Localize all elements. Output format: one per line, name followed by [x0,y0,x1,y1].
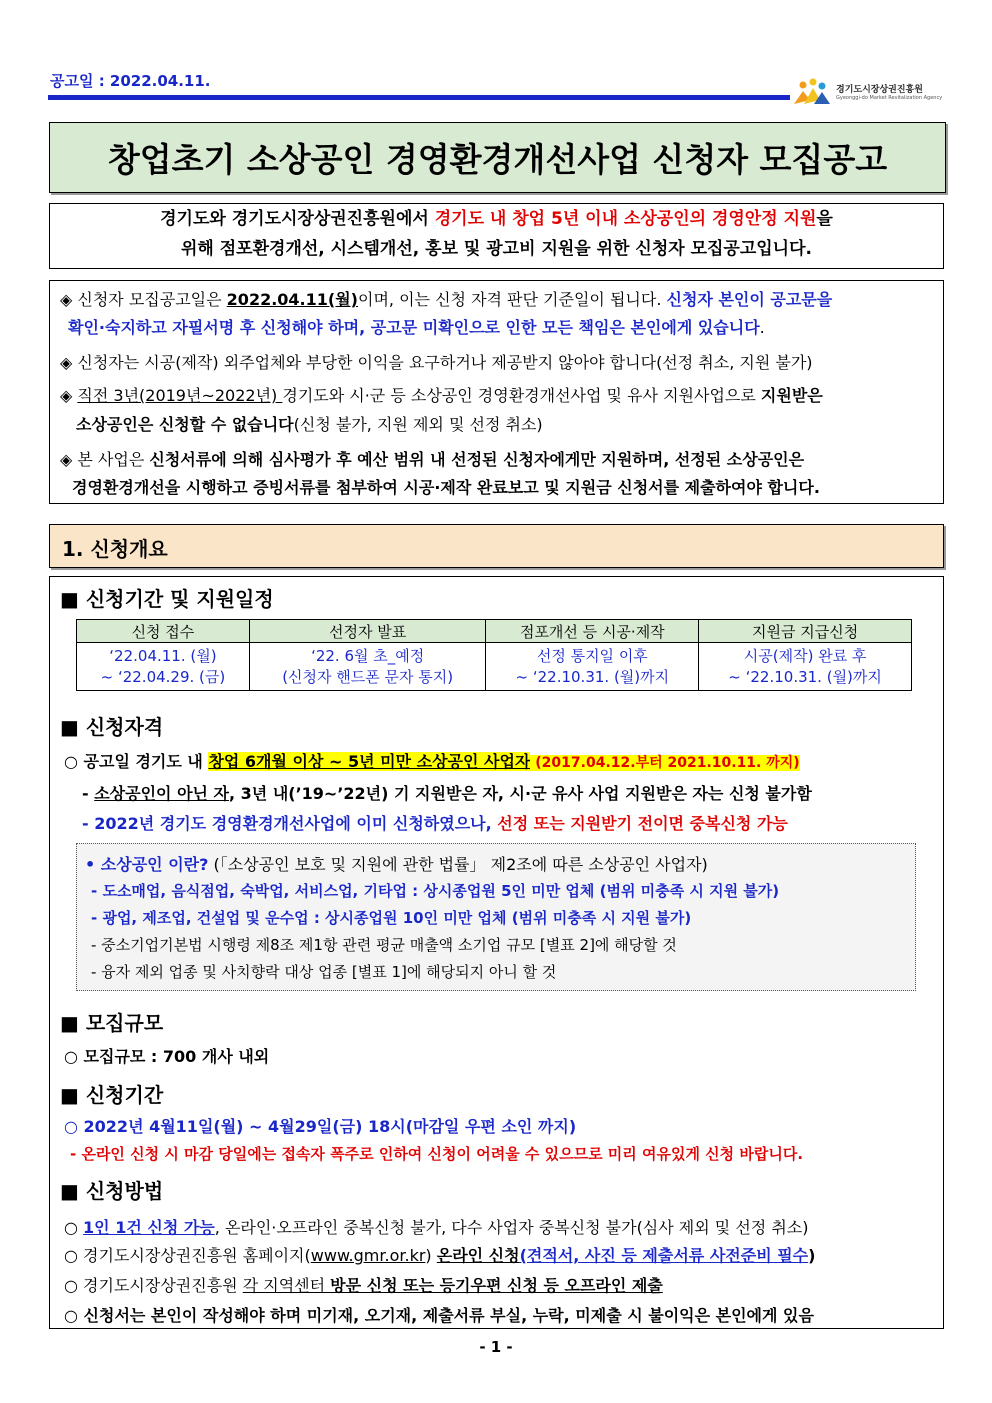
logo-icon [792,78,832,106]
logo-subtitle: Gyeonggi-do Market Revitalization Agency [836,95,943,101]
method-text: ) [808,1246,816,1265]
eligibility-line-1 [64,749,800,772]
announcement-date: 공고일 : 2022.04.11. [50,72,211,90]
method-emphasis: 온라인 신청 [436,1246,520,1265]
table-cell [486,643,699,691]
definition-item: - 도소매업, 음식점업, 숙박업, 서비스업, 기타업 : 상시종업원 5인 미만 업체 (범위 미충족 시 지원 불가) [91,882,780,900]
method-emphasis: 방문 신청 또는 등기우편 신청 등 오프라인 제출 [330,1276,663,1295]
definition-item: - 광업, 제조업, 건설업 및 운수업 : 상시종업원 10인 미만 업체 (범위 미충족 시 지원 불가) [91,909,692,927]
definition-law: (「소상공인 보호 및 지원에 관한 법률」 제2조에 따른 소상공인 사업자) [208,855,708,874]
scale-line: ○ 모집규모 : 700 개사 내외 [64,1047,270,1066]
intro-box [49,203,944,269]
notice-box [49,280,944,504]
intro-line-2: 위해 점포환경개선, 시스템개선, 홍보 및 광고비 지원을 위한 신청자 모집공고입니다. [181,239,812,259]
table-header: 신청 접수 [77,620,250,643]
agency-logo [792,78,952,108]
definition-item: - 융자 제외 업종 및 사치향락 대상 업종 [별표 1]에 해당되지 아니 할 것 [91,963,557,981]
notice-text: ◈ 신청자 모집공고일은 [60,290,227,309]
period-line: ○ 2022년 4월11일(월) ~ 4월29일(금) 18시(마감일 우편 소인 까지) [64,1117,577,1136]
period-warning: - 온라인 신청 시 마감 당일에는 접속자 폭주로 인하여 신청이 어려울 수 있으므로 미리 여유있게 신청 바랍니다. [70,1145,804,1163]
eligibility-underline: 소상공인이 아닌 자 [94,784,230,803]
method-documents: (견적서, 사진 등 제출서류 사전준비 필수 [519,1246,809,1265]
eligibility-highlight: 창업 6개월 이상 ~ 5년 미만 소상공인 사업자 [208,752,531,771]
eligibility-text: , 3년 내(’19~’22년) 기 지원받은 자, 시·군 유사 사업 지원받은 자는 신청 불가함 [229,784,812,803]
eligibility-text: - [82,784,95,803]
notice-4-line-1 [60,446,935,474]
method-text: , 온라인·오프라인 중복신청 불가, 다수 사업자 중복신청 불가(심사 제외 및 선정 취소) [214,1218,809,1237]
method-emphasis: 1인 1건 신청 가능 [83,1218,215,1237]
intro-text: 경기도와 경기도시장상권진흥원에서 [160,209,435,229]
definition-title [85,852,708,875]
scale-heading: ■ 모집규모 [60,1011,164,1035]
eligibility-line-2 [82,781,812,804]
method-text: ○ [64,1218,84,1237]
eligibility-heading: ■ 신청자격 [60,715,164,739]
notice-emphasis: 지원받은 [760,386,823,405]
header-divider [48,95,790,100]
cell-line: ~ ‘22.04.29. (금) [100,667,226,686]
intro-highlight: 경기도 내 창업 5년 이내 소상공인의 경영안정 지원 [434,209,817,229]
notice-date: 2022.04.11(월) [226,290,358,309]
notice-1-line-1 [60,286,935,314]
table-cell [699,643,912,691]
period-heading: ■ 신청기간 [60,1083,164,1107]
notice-emphasis: 신청자 본인이 공고문을 [666,290,833,309]
schedule-table [76,619,912,691]
cell-line: 선정 통지일 이후 [536,646,648,665]
notice-4-line-2: 경영환경개선을 시행하고 증빙서류를 첨부하여 시공·제작 완료보고 및 지원금 신청서를 제출하여야 합니다. [72,478,820,497]
notice-text: 경기도와 시·군 등 소상공인 경영환경개선사업 및 유사 지원사업으로 [282,386,761,405]
method-line-1 [64,1215,809,1238]
notice-emphasis: 소상공인은 신청할 수 없습니다 [76,415,294,434]
notice-text: (신청 불가, 지원 제외 및 선정 취소) [293,415,543,434]
notice-text: 이며, 이는 신청 자격 판단 기준일이 됩니다. [357,290,667,309]
notice-emphasis: 신청서류에 의해 심사평가 후 예산 범위 내 선정된 신청자에게만 지원하며, 선정된 소상공인은 [149,450,805,469]
eligibility-text: - 2022년 경기도 경영환경개선사업에 이미 신청하였으나, [82,814,498,833]
method-text: ○ 경기도시장상권진흥원 [64,1276,243,1295]
notice-text: . [759,318,765,337]
notice-emphasis: 확인·숙지하고 자필서명 후 신청해야 하며, 공고문 미확인으로 인한 모든 책임은 본인에게 있습니다 [68,318,760,337]
table-header: 지원금 지급신청 [699,620,912,643]
logo-name: 경기도시장상권진흥원 [836,85,923,95]
eligibility-dates: (2017.04.12.부터 2021.10.11. 까지) [530,755,800,771]
notice-1-line-2 [68,314,943,342]
method-text: ○ 경기도시장상권진흥원 홈페이지( [64,1246,311,1265]
homepage-link[interactable]: www.gmr.or.kr [310,1246,426,1265]
definition-term: • 소상공인 이란? [85,855,209,874]
eligibility-emphasis: 선정 또는 지원받기 전이면 중복신청 가능 [497,814,788,833]
table-cell [77,643,250,691]
method-line-2 [64,1243,815,1266]
page-title: 창업초기 소상공인 경영환경개선사업 신청자 모집공고 [107,140,888,179]
notice-3-line-2 [76,411,951,439]
table-header: 선정자 발표 [249,620,486,643]
notice-text: ◈ [60,386,78,405]
eligibility-line-3 [82,811,788,834]
method-line-3 [64,1273,663,1296]
cell-line: 시공(제작) 완료 후 [743,646,867,665]
cell-line: ~ ‘22.10.31. (월)까지 [515,667,670,686]
intro-line-1 [50,204,943,234]
table-header: 점포개선 등 시공·제작 [486,620,699,643]
cell-line: ‘22.04.11. (월) [109,646,217,665]
intro-text-end: 을 [816,209,833,229]
overview-box [49,576,944,1329]
notice-2: ◈ 신청자는 시공(제작) 외주업체와 부당한 이익을 요구하거나 제공받지 않아야 합니다(선정 취소, 지원 불가) [60,353,813,372]
eligibility-text: ○ 공고일 경기도 내 [64,752,209,771]
notice-text: ◈ 본 사업은 [60,450,150,469]
section-1-header [49,524,944,568]
table-cell [249,643,486,691]
cell-line: (신청자 핸드폰 문자 통지) [282,667,454,686]
method-heading: ■ 신청방법 [60,1179,164,1203]
notice-3-line-1 [60,382,935,410]
section-1-title: 1. 신청개요 [62,537,168,561]
method-text: ) [425,1246,437,1265]
definition-box [76,843,916,991]
cell-line: ~ ‘22.10.31. (월)까지 [728,667,882,686]
cell-line: ‘22. 6월 초_예정 [311,646,425,665]
schedule-heading: ■ 신청기간 및 지원일정 [60,587,274,611]
definition-item: - 중소기업기본법 시행령 제8조 제1항 관련 평균 매출액 소기업 규모 [별표 2]에 해당할 것 [91,936,677,954]
notice-period: 직전 3년(2019년~2022년) [77,386,283,405]
table-row [77,643,912,691]
page-number: - 1 - [479,1338,513,1356]
title-banner [49,122,946,193]
table-header-row [77,620,912,643]
method-underline: 각 지역센터 [242,1276,331,1295]
method-line-4: ○ 신청서는 본인이 작성해야 하며 미기재, 오기재, 제출서류 부실, 누락, 미제출 시 불이익은 본인에게 있음 [64,1306,814,1325]
